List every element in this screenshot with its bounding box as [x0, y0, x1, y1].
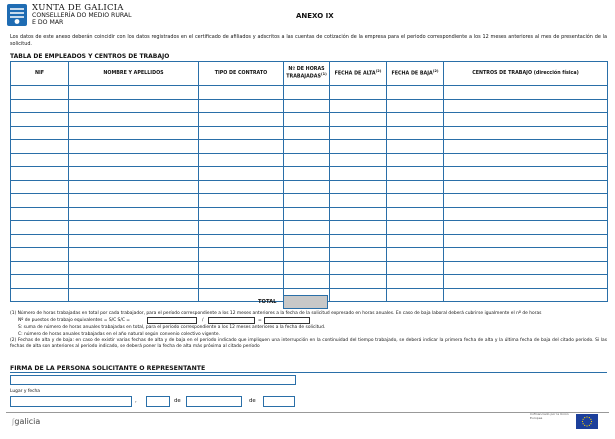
table-cell[interactable] [330, 180, 387, 194]
footnote-1: (1) Número de horas trabajadas en total por cada trabajador, para el período correspondiente a los 12 meses anteriores a la fecha de la solicitud expresado en horas anuales. En caso de baja laboral deberá cubrirse igualmente el nº de horas [10, 311, 542, 316]
table-cell[interactable] [444, 234, 608, 248]
column-header-label: NIF [34, 70, 45, 76]
table-cell[interactable] [444, 221, 608, 235]
column-header [284, 62, 330, 86]
column-header [330, 62, 387, 86]
day-field[interactable] [146, 396, 170, 407]
footnote-2: (2) Fechas de alta y de baja: en caso de existir varias fechas de alta y de baja en el período indicado que impliquen una interrupción en la continuidad del tiempo trabajado, se deberá indicar la primera fecha de alta y la última fecha de baja del citado período. Si las fechas de alta son anteriores al período indicado, se deberá poner la fecha de alta más próxima al citado período [10, 337, 607, 350]
column-header [444, 62, 608, 86]
table-cell[interactable] [199, 113, 284, 127]
org-line-1: XUNTA DE GALICIA [32, 3, 124, 13]
table-cell[interactable] [444, 126, 608, 140]
table-cell[interactable] [330, 113, 387, 127]
table-cell[interactable] [69, 221, 199, 235]
table-cell[interactable] [444, 194, 608, 208]
table-cell[interactable] [330, 126, 387, 140]
table-cell[interactable] [387, 275, 444, 289]
table-cell[interactable] [387, 207, 444, 221]
table-cell[interactable] [284, 140, 330, 154]
footer-divider [6, 412, 609, 413]
galicia-brand-logo [12, 417, 40, 426]
table-cell[interactable] [69, 234, 199, 248]
table-cell[interactable] [284, 99, 330, 113]
org-line-2: CONSELLERÍA DO MEDIO RURAL [32, 12, 132, 19]
table-cell[interactable] [199, 99, 284, 113]
table-body [11, 86, 608, 302]
place-field[interactable] [10, 396, 132, 407]
table-header-row [11, 62, 608, 86]
table-cell[interactable] [284, 275, 330, 289]
table-cell[interactable] [11, 194, 69, 208]
table-row [11, 248, 608, 262]
column-header-note: (2) [432, 69, 439, 74]
table-cell[interactable] [199, 180, 284, 194]
month-field[interactable] [186, 396, 242, 407]
table-cell[interactable] [69, 180, 199, 194]
table-cell[interactable] [387, 113, 444, 127]
signature-field[interactable] [10, 375, 296, 385]
column-header-label: NOMBRE Y APELLIDOS [103, 70, 164, 76]
table-cell[interactable] [69, 153, 199, 167]
table-cell[interactable] [69, 275, 199, 289]
table-row [11, 86, 608, 100]
table-cell[interactable] [11, 140, 69, 154]
eu-flag-icon [576, 414, 598, 429]
table-row [11, 261, 608, 275]
table-cell[interactable] [284, 126, 330, 140]
column-header-label: CENTROS DE TRABAJO (dirección física) [472, 70, 579, 76]
table-cell[interactable] [199, 221, 284, 235]
brand-swoosh-icon: ʃ [12, 418, 15, 426]
footnote-s-definition: S: suma de número de horas anuales trabajadas en total, para el período correspondiente a los 12 meses anteriores a la fecha de solicitud. [18, 325, 326, 331]
organization-name [32, 4, 132, 26]
employees-table [10, 61, 608, 302]
table-row [11, 194, 608, 208]
table-cell[interactable] [69, 207, 199, 221]
column-header [69, 62, 199, 86]
table-cell[interactable] [11, 207, 69, 221]
table-cell[interactable] [11, 99, 69, 113]
place-date-label: Lugar y fecha [10, 389, 40, 394]
total-row [10, 295, 607, 309]
formula-result-field[interactable] [264, 317, 310, 324]
equivalent-jobs-formula [10, 317, 607, 325]
table-cell[interactable] [199, 153, 284, 167]
table-cell[interactable] [284, 113, 330, 127]
de-separator-2: de [249, 398, 256, 404]
table-cell[interactable] [284, 86, 330, 100]
table-cell[interactable] [69, 167, 199, 181]
table-cell[interactable] [69, 99, 199, 113]
table-cell[interactable] [199, 167, 284, 181]
table-cell[interactable] [444, 99, 608, 113]
table-cell[interactable] [387, 180, 444, 194]
table-row [11, 180, 608, 194]
comma-separator: , [135, 398, 137, 404]
table-cell[interactable] [69, 261, 199, 275]
table-cell[interactable] [199, 207, 284, 221]
table-cell[interactable] [387, 126, 444, 140]
total-hours-field[interactable] [283, 295, 328, 309]
table-cell[interactable] [69, 140, 199, 154]
table-cell[interactable] [284, 248, 330, 262]
table-cell[interactable] [444, 86, 608, 100]
table-cell[interactable] [330, 261, 387, 275]
table-row [11, 167, 608, 181]
table-cell[interactable] [330, 234, 387, 248]
de-separator-1: de [174, 398, 181, 404]
document-header [6, 3, 609, 31]
table-cell[interactable] [387, 99, 444, 113]
table-cell[interactable] [330, 275, 387, 289]
table-cell[interactable] [11, 113, 69, 127]
column-header [11, 62, 69, 86]
column-header-note: (2) [375, 69, 382, 74]
table-cell[interactable] [11, 275, 69, 289]
table-row [11, 207, 608, 221]
table-cell[interactable] [330, 194, 387, 208]
table-cell[interactable] [444, 180, 608, 194]
table-cell[interactable] [69, 86, 199, 100]
signature-title: FIRMA DE LA PERSONA SOLICITANTE O REPRESENTANTE [10, 365, 206, 372]
column-header-label: TIPO DE CONTRATO [214, 70, 268, 76]
table-cell[interactable] [444, 167, 608, 181]
table-cell[interactable] [444, 261, 608, 275]
table-cell[interactable] [444, 140, 608, 154]
column-header [199, 62, 284, 86]
table-row [11, 153, 608, 167]
table-cell[interactable] [444, 275, 608, 289]
table-cell[interactable] [444, 248, 608, 262]
table-cell[interactable] [387, 167, 444, 181]
table-cell[interactable] [199, 248, 284, 262]
table-row [11, 140, 608, 154]
table-cell[interactable] [199, 126, 284, 140]
column-header [387, 62, 444, 86]
table-cell[interactable] [330, 153, 387, 167]
table-cell[interactable] [199, 194, 284, 208]
year-field[interactable] [263, 396, 295, 407]
table-cell[interactable] [284, 207, 330, 221]
table-cell[interactable] [199, 140, 284, 154]
column-header-label: Nº DE HORAS TRABAJADAS [286, 66, 325, 80]
table-cell[interactable] [330, 167, 387, 181]
table-cell[interactable] [330, 99, 387, 113]
table-cell[interactable] [387, 194, 444, 208]
table-row [11, 234, 608, 248]
table-cell[interactable] [444, 153, 608, 167]
table-cell[interactable] [330, 248, 387, 262]
formula-label: Nº de puestos de trabajo equivalentes = S/C S/C = [18, 318, 130, 324]
total-label: TOTAL [258, 299, 277, 305]
column-header-label: FECHA DE BAJA [391, 72, 433, 77]
table-cell[interactable] [284, 234, 330, 248]
table-row [11, 113, 608, 127]
table-cell[interactable] [11, 221, 69, 235]
org-line-3: E DO MAR [32, 18, 64, 26]
signature-divider [10, 372, 607, 373]
column-header-label: FECHA DE ALTA [334, 72, 376, 77]
table-cell[interactable] [284, 153, 330, 167]
table-cell[interactable] [11, 234, 69, 248]
formula-equals: = [258, 318, 262, 324]
table-cell[interactable] [11, 167, 69, 181]
table-cell[interactable] [69, 126, 199, 140]
table-cell[interactable] [199, 261, 284, 275]
formula-c-field[interactable] [208, 317, 255, 324]
table-cell[interactable] [387, 140, 444, 154]
table-cell[interactable] [69, 248, 199, 262]
table-cell[interactable] [387, 234, 444, 248]
table-cell[interactable] [284, 194, 330, 208]
table-cell[interactable] [11, 248, 69, 262]
table-cell[interactable] [444, 113, 608, 127]
table-cell[interactable] [387, 248, 444, 262]
table-cell[interactable] [387, 86, 444, 100]
brand-text: galicia [14, 417, 41, 426]
table-row [11, 221, 608, 235]
table-cell[interactable] [11, 86, 69, 100]
table-cell[interactable] [330, 140, 387, 154]
table-cell[interactable] [330, 221, 387, 235]
table-cell[interactable] [199, 234, 284, 248]
xunta-shield-logo [6, 3, 28, 27]
table-title: TABLA DE EMPLEADOS Y CENTROS DE TRABAJO [10, 53, 170, 60]
table-cell[interactable] [11, 261, 69, 275]
table-cell[interactable] [284, 180, 330, 194]
table-row [11, 275, 608, 289]
cofinance-notice: Cofinanciado por la Unión Europea [530, 412, 569, 420]
table-row [11, 126, 608, 140]
table-cell[interactable] [199, 86, 284, 100]
table-cell[interactable] [284, 261, 330, 275]
column-header-note: (1) [320, 72, 327, 77]
table-cell[interactable] [11, 180, 69, 194]
table-cell[interactable] [330, 207, 387, 221]
table-cell[interactable] [444, 207, 608, 221]
table-cell[interactable] [284, 221, 330, 235]
table-row [11, 99, 608, 113]
intro-paragraph: Los datos de este anexo deberán coincidir con los datos registrados en el certificado de afiliados y adscritos a las cuentas de cotización de la empresa para el periodo correspondiente a los 12 meses anteriores al mes de presentación de la solicitud. [10, 34, 607, 47]
annex-title: ANEXO IX [296, 12, 334, 20]
formula-s-field[interactable] [147, 317, 197, 324]
table-cell[interactable] [69, 194, 199, 208]
footnote-c-definition: C: número de horas anuales trabajadas en el año natural según convenio colectivo vigente. [18, 331, 220, 337]
table-cell[interactable] [11, 153, 69, 167]
table-cell[interactable] [11, 126, 69, 140]
table-cell[interactable] [387, 261, 444, 275]
table-cell[interactable] [199, 275, 284, 289]
table-cell[interactable] [387, 221, 444, 235]
table-cell[interactable] [69, 113, 199, 127]
formula-divide: / [202, 318, 204, 324]
table-cell[interactable] [387, 153, 444, 167]
table-cell[interactable] [284, 167, 330, 181]
footnotes [10, 311, 607, 350]
table-cell[interactable] [330, 86, 387, 100]
